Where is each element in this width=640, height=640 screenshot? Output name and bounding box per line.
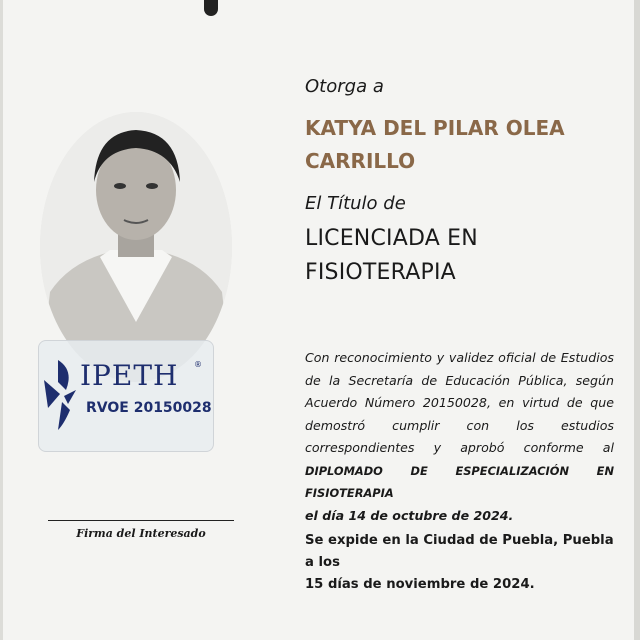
seal-brand: IPETH xyxy=(80,359,179,392)
signature-line xyxy=(48,520,234,521)
signature-label: Firma del Interesado xyxy=(76,527,206,540)
paragraph-line: Acuerdo Número 20150028, en virtud de que xyxy=(305,395,614,410)
paragraph-line: Con reconocimiento y validez oficial de Estudios xyxy=(305,350,614,365)
issue-line1: Se expide en la Ciudad de Puebla, Puebla a los xyxy=(305,533,614,570)
issue-statement xyxy=(305,530,615,596)
decorative-mark xyxy=(204,0,218,16)
paragraph-line: demostró cumplir con los estudios xyxy=(305,417,614,433)
title-label: El Título de xyxy=(305,193,406,214)
registered-mark: ® xyxy=(194,360,202,369)
paragraph-line: correspondientes y aprobó conforme al xyxy=(305,440,614,455)
seal-rvoe: RVOE 20150028 xyxy=(86,400,212,416)
degree-title-line2: FISIOTERAPIA xyxy=(305,260,456,285)
recipient-name xyxy=(305,112,605,178)
paper-edge xyxy=(0,0,3,640)
ipeth-logo-icon xyxy=(44,360,80,430)
degree-title-line1: LICENCIADA EN xyxy=(305,226,478,251)
completion-date: el día 14 de octubre de 2024. xyxy=(305,507,514,523)
diploma-program: DIPLOMADO DE ESPECIALIZACIÓN EN FISIOTERAPIA xyxy=(305,463,614,500)
grant-label: Otorga a xyxy=(305,76,384,97)
degree-title xyxy=(305,222,605,290)
issue-line2: 15 días de noviembre de 2024. xyxy=(305,577,535,592)
paper-edge xyxy=(634,0,640,640)
recipient-name-line1: KATYA DEL PILAR OLEA xyxy=(305,116,565,140)
recognition-paragraph xyxy=(305,347,614,527)
recipient-name-line2: CARRILLO xyxy=(305,149,416,173)
paragraph-line: de la Secretaría de Educación Pública, según xyxy=(305,372,614,388)
